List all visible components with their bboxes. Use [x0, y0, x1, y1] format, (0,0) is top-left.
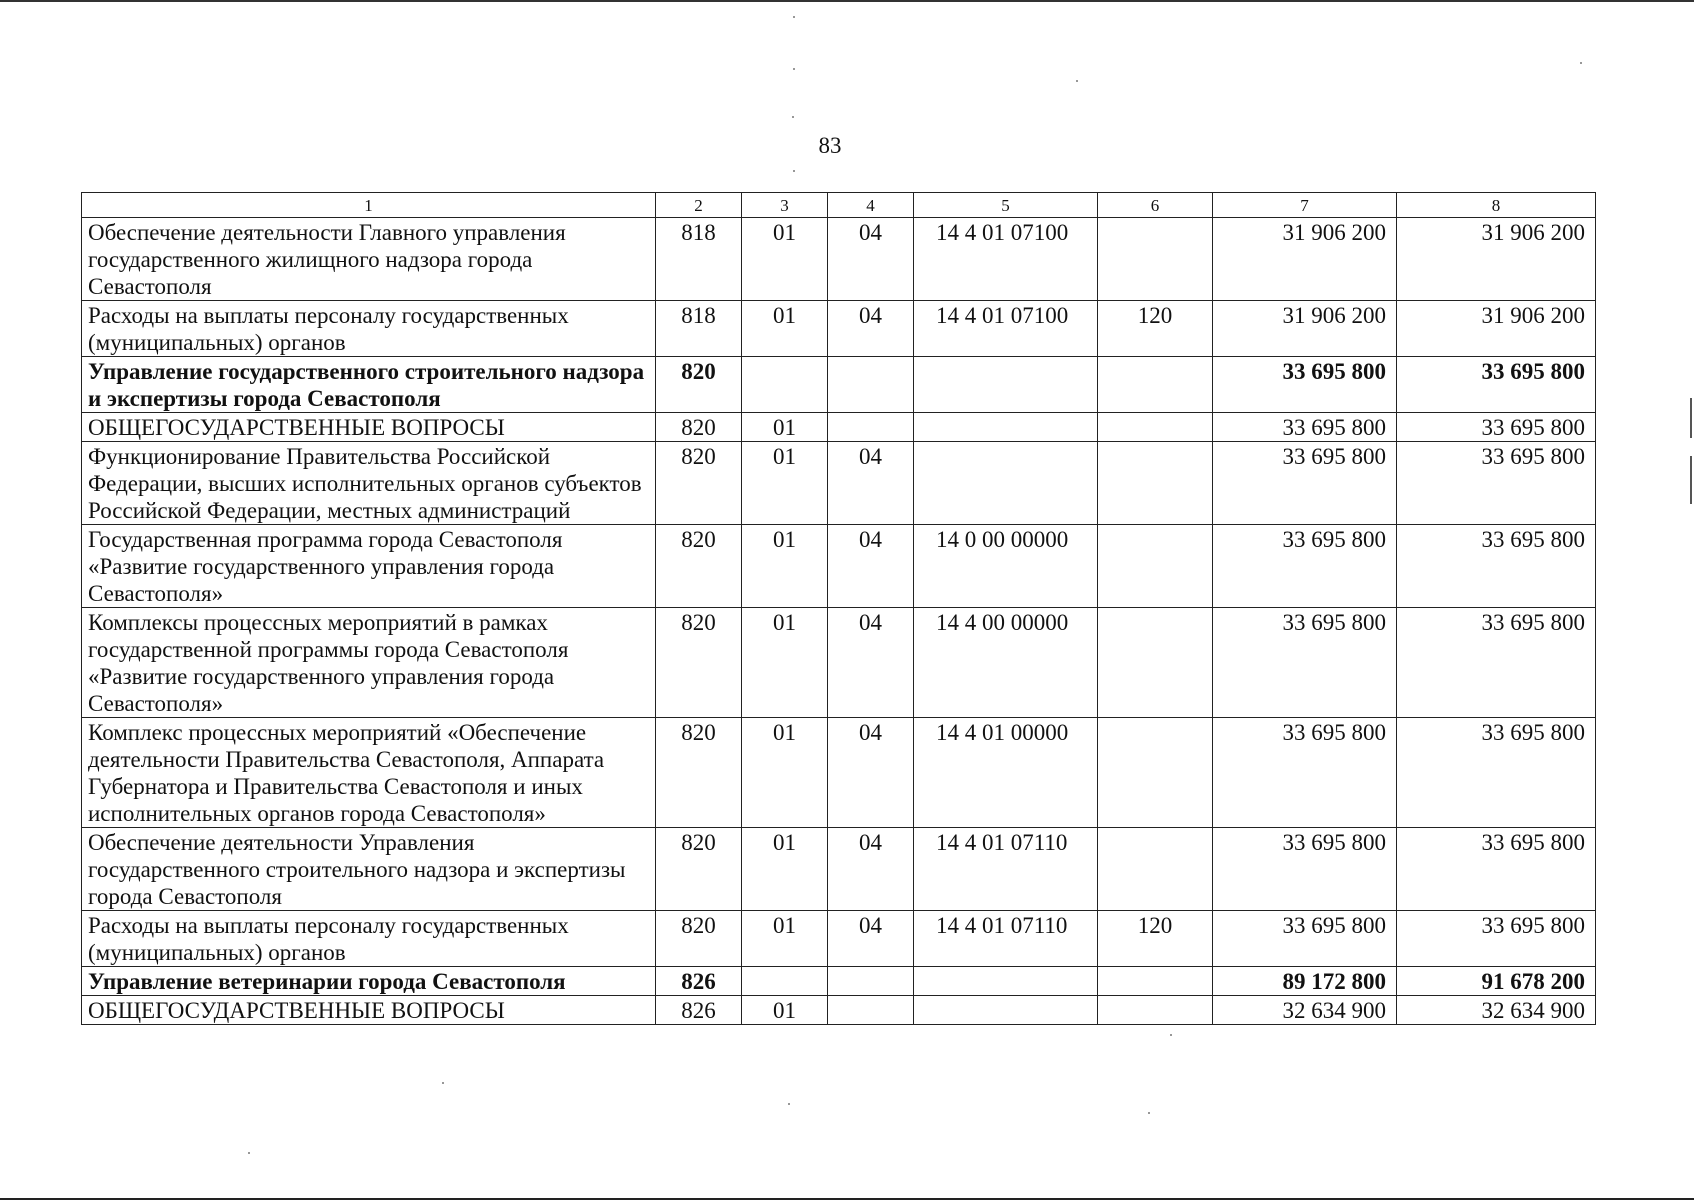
- expense-type-cell: [1098, 718, 1213, 828]
- column-header: 5: [914, 193, 1098, 218]
- section-code-cell: 01: [742, 996, 828, 1025]
- amount-year2-cell: 33 695 800: [1397, 911, 1596, 967]
- target-article-cell: 14 4 01 07110: [914, 828, 1098, 911]
- amount-year2-cell: 33 695 800: [1397, 828, 1596, 911]
- table-row: [82, 828, 1596, 911]
- scan-speck: [793, 68, 795, 70]
- amount-year2-cell: 33 695 800: [1397, 357, 1596, 413]
- table-row: [82, 911, 1596, 967]
- subsection-code-cell: [828, 357, 914, 413]
- table-row: [82, 357, 1596, 413]
- ved-code-cell: 820: [656, 911, 742, 967]
- column-header: 1: [82, 193, 656, 218]
- target-article-cell: 14 4 01 07100: [914, 301, 1098, 357]
- ved-code-cell: 826: [656, 967, 742, 996]
- scan-speck: [1076, 80, 1078, 82]
- table-row: [82, 718, 1596, 828]
- subsection-code-cell: 04: [828, 301, 914, 357]
- ved-code-cell: 820: [656, 608, 742, 718]
- table-row: [82, 218, 1596, 301]
- scan-speck: [1580, 62, 1582, 64]
- target-article-cell: [914, 442, 1098, 525]
- amount-year2-cell: 33 695 800: [1397, 413, 1596, 442]
- section-code-cell: 01: [742, 218, 828, 301]
- margin-mark: [1690, 398, 1692, 438]
- row-name-cell: Обеспечение деятельности Главного управления государственного жилищного надзора города Севастополя: [82, 218, 656, 301]
- amount-year2-cell: 91 678 200: [1397, 967, 1596, 996]
- target-article-cell: 14 4 01 07100: [914, 218, 1098, 301]
- table-row: [82, 525, 1596, 608]
- page-number: 83: [818, 133, 842, 158]
- target-article-cell: [914, 967, 1098, 996]
- subsection-code-cell: [828, 967, 914, 996]
- amount-year1-cell: 32 634 900: [1213, 996, 1397, 1025]
- column-header: 2: [656, 193, 742, 218]
- target-article-cell: 14 4 01 00000: [914, 718, 1098, 828]
- scan-speck: [788, 1103, 790, 1105]
- row-name-cell: Управление государственного строительного надзора и экспертизы города Севастополя: [82, 357, 656, 413]
- section-code-cell: [742, 967, 828, 996]
- amount-year1-cell: 33 695 800: [1213, 357, 1397, 413]
- amount-year2-cell: 33 695 800: [1397, 525, 1596, 608]
- amount-year1-cell: 31 906 200: [1213, 301, 1397, 357]
- expense-type-cell: [1098, 608, 1213, 718]
- table-row: [82, 967, 1596, 996]
- row-name-cell: Обеспечение деятельности Управления государственного строительного надзора и экспертизы города Севастополя: [82, 828, 656, 911]
- amount-year1-cell: 31 906 200: [1213, 218, 1397, 301]
- subsection-code-cell: [828, 413, 914, 442]
- column-header: 8: [1397, 193, 1596, 218]
- budget-table: [81, 192, 1596, 1025]
- section-code-cell: 01: [742, 608, 828, 718]
- expense-type-cell: 120: [1098, 911, 1213, 967]
- amount-year1-cell: 33 695 800: [1213, 413, 1397, 442]
- section-code-cell: 01: [742, 442, 828, 525]
- ved-code-cell: 820: [656, 828, 742, 911]
- section-code-cell: [742, 357, 828, 413]
- table-row: [82, 996, 1596, 1025]
- subsection-code-cell: 04: [828, 525, 914, 608]
- row-name-cell: ОБЩЕГОСУДАРСТВЕННЫЕ ВОПРОСЫ: [82, 413, 656, 442]
- margin-mark: [1690, 456, 1692, 504]
- expense-type-cell: [1098, 967, 1213, 996]
- subsection-code-cell: 04: [828, 442, 914, 525]
- target-article-cell: [914, 996, 1098, 1025]
- ved-code-cell: 818: [656, 301, 742, 357]
- amount-year1-cell: 33 695 800: [1213, 442, 1397, 525]
- scan-speck: [248, 1152, 250, 1154]
- row-name-cell: Комплексы процессных мероприятий в рамках государственной программы города Севастополя «Развитие государственного управления города Севастополя»: [82, 608, 656, 718]
- row-name-cell: Государственная программа города Севастополя «Развитие государственного управления города Севастополя»: [82, 525, 656, 608]
- table-row: [82, 413, 1596, 442]
- ved-code-cell: 820: [656, 357, 742, 413]
- amount-year1-cell: 33 695 800: [1213, 911, 1397, 967]
- row-name-cell: Расходы на выплаты персоналу государственных (муниципальных) органов: [82, 301, 656, 357]
- column-header: 4: [828, 193, 914, 218]
- expense-type-cell: 120: [1098, 301, 1213, 357]
- subsection-code-cell: 04: [828, 718, 914, 828]
- target-article-cell: 14 4 00 00000: [914, 608, 1098, 718]
- target-article-cell: [914, 413, 1098, 442]
- scan-speck: [1170, 1034, 1172, 1036]
- scan-speck: [792, 116, 794, 118]
- subsection-code-cell: [828, 996, 914, 1025]
- section-code-cell: 01: [742, 828, 828, 911]
- expense-type-cell: [1098, 413, 1213, 442]
- amount-year1-cell: 33 695 800: [1213, 828, 1397, 911]
- table-row: [82, 608, 1596, 718]
- scan-speck: [793, 16, 795, 18]
- ved-code-cell: 820: [656, 718, 742, 828]
- column-header: 7: [1213, 193, 1397, 218]
- ved-code-cell: 820: [656, 525, 742, 608]
- column-header: 6: [1098, 193, 1213, 218]
- amount-year1-cell: 33 695 800: [1213, 608, 1397, 718]
- amount-year2-cell: 31 906 200: [1397, 301, 1596, 357]
- section-code-cell: 01: [742, 718, 828, 828]
- section-code-cell: 01: [742, 301, 828, 357]
- section-code-cell: 01: [742, 413, 828, 442]
- target-article-cell: 14 4 01 07110: [914, 911, 1098, 967]
- column-header: 3: [742, 193, 828, 218]
- ved-code-cell: 826: [656, 996, 742, 1025]
- amount-year1-cell: 33 695 800: [1213, 718, 1397, 828]
- column-number-row: [82, 193, 1596, 218]
- amount-year2-cell: 32 634 900: [1397, 996, 1596, 1025]
- row-name-cell: Управление ветеринарии города Севастополя: [82, 967, 656, 996]
- expense-type-cell: [1098, 828, 1213, 911]
- section-code-cell: 01: [742, 525, 828, 608]
- row-name-cell: Расходы на выплаты персоналу государственных (муниципальных) органов: [82, 911, 656, 967]
- expense-type-cell: [1098, 525, 1213, 608]
- scan-speck: [793, 170, 795, 172]
- expense-type-cell: [1098, 218, 1213, 301]
- expense-type-cell: [1098, 442, 1213, 525]
- amount-year2-cell: 33 695 800: [1397, 442, 1596, 525]
- ved-code-cell: 820: [656, 442, 742, 525]
- expense-type-cell: [1098, 996, 1213, 1025]
- scan-speck: [1148, 1112, 1150, 1114]
- amount-year2-cell: 31 906 200: [1397, 218, 1596, 301]
- row-name-cell: Комплекс процессных мероприятий «Обеспечение деятельности Правительства Севастополя, Аппарата Губернатора и Правительства Севастополя и иных исполнительных органов города Севастополя»: [82, 718, 656, 828]
- subsection-code-cell: 04: [828, 608, 914, 718]
- table-row: [82, 442, 1596, 525]
- table-row: [82, 301, 1596, 357]
- amount-year1-cell: 89 172 800: [1213, 967, 1397, 996]
- row-name-cell: ОБЩЕГОСУДАРСТВЕННЫЕ ВОПРОСЫ: [82, 996, 656, 1025]
- expense-type-cell: [1098, 357, 1213, 413]
- amount-year2-cell: 33 695 800: [1397, 718, 1596, 828]
- row-name-cell: Функционирование Правительства Российской Федерации, высших исполнительных органов субъектов Российской Федерации, местных администраций: [82, 442, 656, 525]
- scan-speck: [442, 1082, 444, 1084]
- subsection-code-cell: 04: [828, 911, 914, 967]
- ved-code-cell: 820: [656, 413, 742, 442]
- section-code-cell: 01: [742, 911, 828, 967]
- target-article-cell: [914, 357, 1098, 413]
- subsection-code-cell: 04: [828, 218, 914, 301]
- target-article-cell: 14 0 00 00000: [914, 525, 1098, 608]
- subsection-code-cell: 04: [828, 828, 914, 911]
- ved-code-cell: 818: [656, 218, 742, 301]
- amount-year1-cell: 33 695 800: [1213, 525, 1397, 608]
- amount-year2-cell: 33 695 800: [1397, 608, 1596, 718]
